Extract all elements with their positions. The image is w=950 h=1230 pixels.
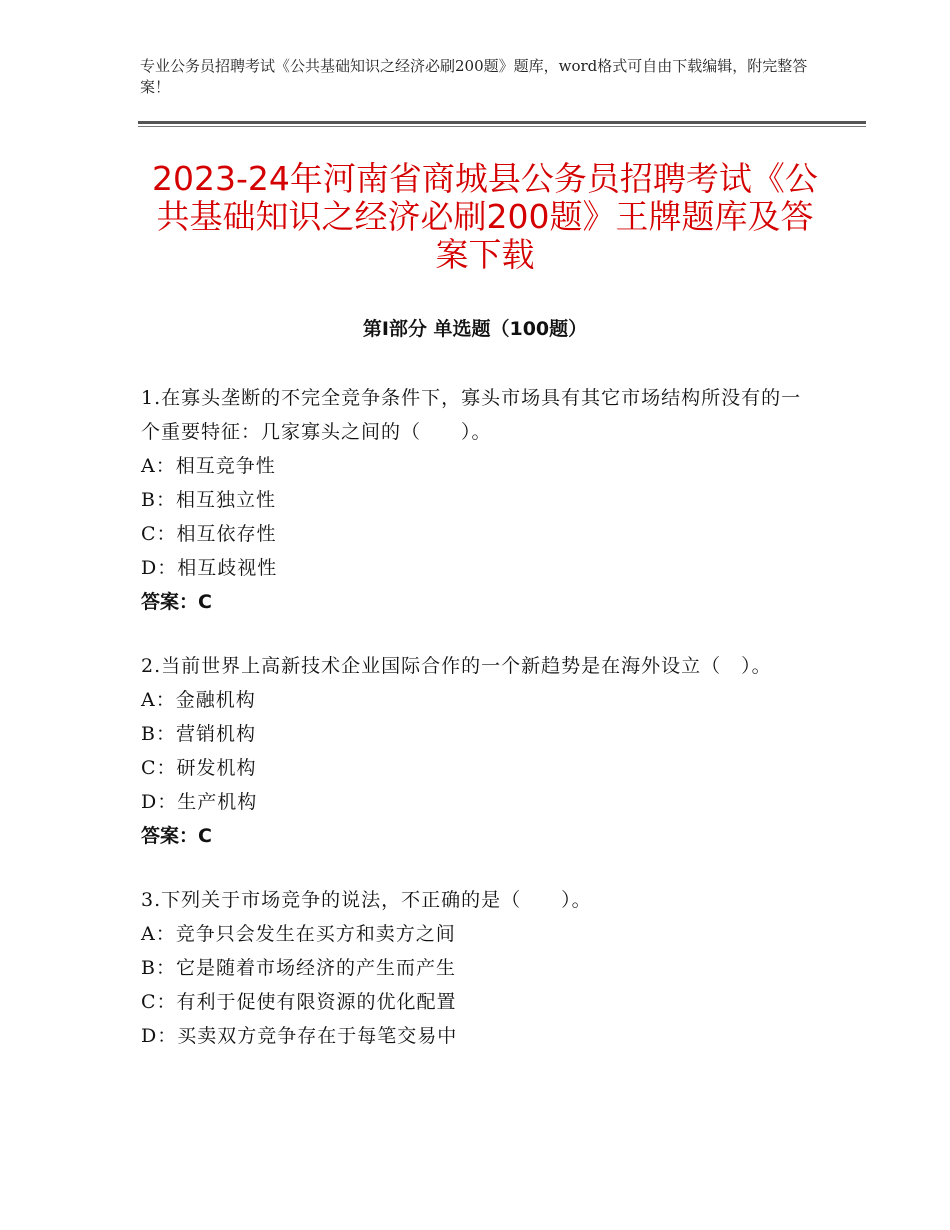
option-b: B：营销机构 [141, 723, 256, 745]
answer: 答案：C [141, 825, 212, 847]
option-b: B：它是随着市场经济的产生而产生 [141, 957, 456, 979]
option-b: B：相互独立性 [141, 489, 276, 511]
option-c: C：研发机构 [141, 757, 257, 779]
option-a: A：竞争只会发生在买方和卖方之间 [141, 923, 456, 945]
header-divider [138, 121, 866, 124]
question-stem: 3.下列关于市场竞争的说法，不正确的是（ ）。 [141, 889, 592, 911]
option-d: D：生产机构 [141, 791, 258, 813]
header-divider-thin [138, 126, 866, 127]
option-c: C：相互依存性 [141, 523, 277, 545]
question-stem: 2.当前世界上高新技术企业国际合作的一个新趋势是在海外设立（ ）。 [141, 655, 772, 677]
document-title: 2023-24年河南省商城县公务员招聘考试《公共基础知识之经济必刷200题》王牌题库及答案下载 [152, 159, 818, 274]
option-a: A：相互竞争性 [141, 455, 276, 477]
question-3 [141, 883, 811, 1053]
question-1 [141, 381, 811, 619]
question-list [141, 381, 811, 1083]
option-a: A：金融机构 [141, 689, 256, 711]
answer: 答案：C [141, 591, 212, 613]
question-stem: 1.在寡头垄断的不完全竞争条件下，寡头市场具有其它市场结构所没有的一个重要特征：几家寡头之间的（ ）。 [141, 387, 802, 443]
section-heading: 第Ⅰ部分 单选题（100题） [362, 318, 588, 340]
option-d: D：买卖双方竞争存在于每笔交易中 [141, 1025, 458, 1047]
header-note: 专业公务员招聘考试《公共基础知识之经济必刷200题》题库，word格式可自由下载编辑，附完整答案！ [140, 57, 808, 96]
option-d: D：相互歧视性 [141, 557, 278, 579]
question-2 [141, 649, 811, 853]
option-c: C：有利于促使有限资源的优化配置 [141, 991, 457, 1013]
